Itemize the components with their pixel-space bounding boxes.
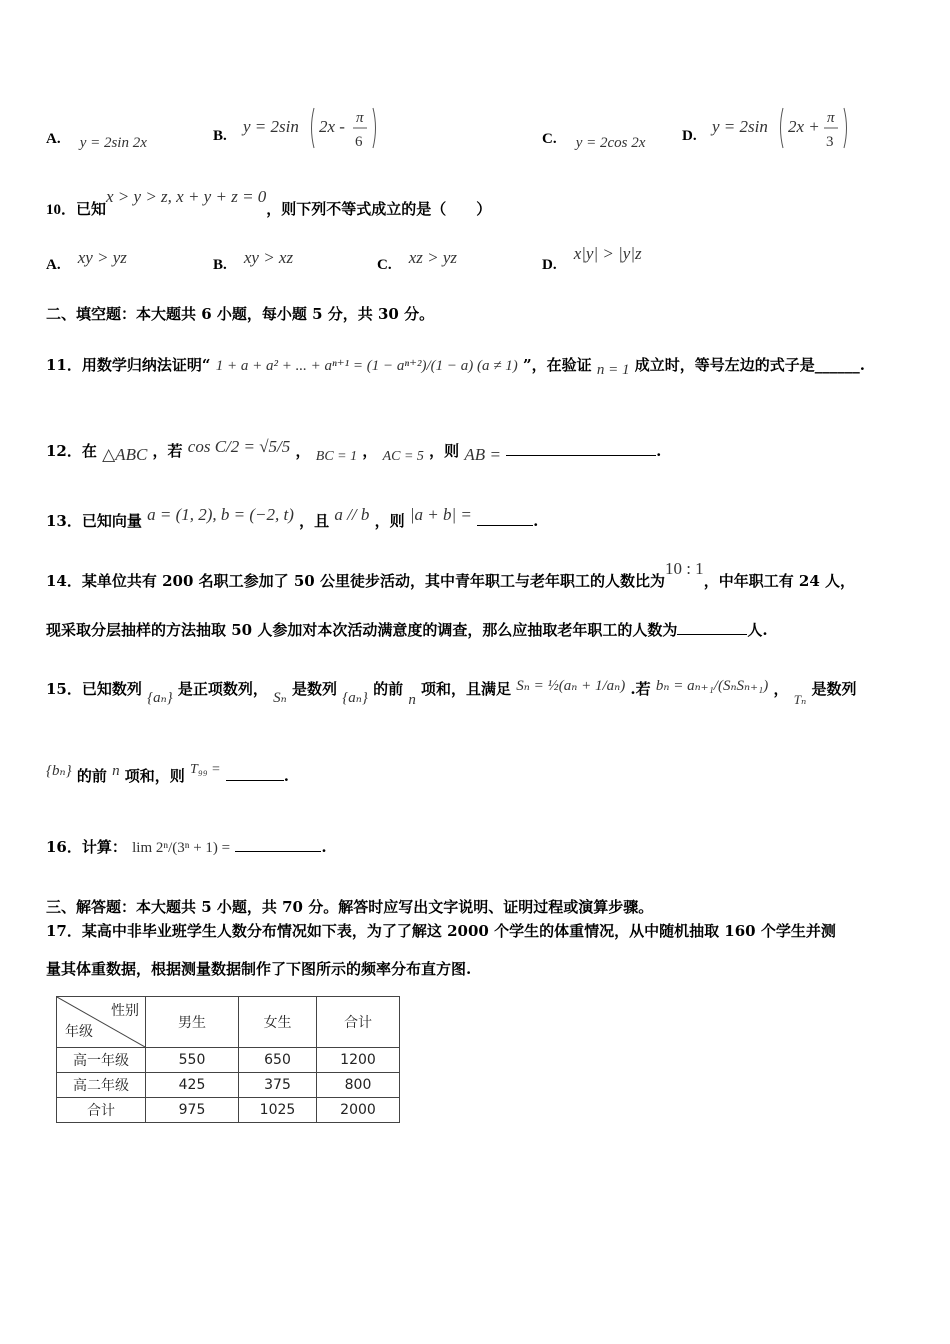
table-row-label: 高二年级: [57, 1073, 146, 1098]
table-row-label: 合计: [57, 1098, 146, 1123]
svg-text:y = 2sin: y = 2sin: [712, 117, 768, 136]
svg-text:2x +: 2x +: [788, 117, 820, 136]
table-row-label: 高一年级: [57, 1048, 146, 1073]
table-header-cell: 女生: [239, 997, 317, 1048]
corner-top-label: 性别: [111, 1003, 139, 1019]
q13: 13．已知向量 a = (1, 2), b = (−2, t) ，且 a // b ，则 |a + b| = .: [46, 505, 539, 530]
table-row: [57, 1098, 400, 1123]
student-distribution-table: [56, 996, 400, 1123]
table-header-row: [57, 997, 400, 1048]
q9-option-a: A. y = 2sin 2x: [46, 131, 147, 151]
section-3-heading: 三、解答题：本大题共 5 小题，共 70 分。解答时应写出文字说明、证明过程或演算步骤。: [46, 898, 654, 916]
table-cell: 550: [146, 1048, 239, 1073]
table-cell: 975: [146, 1098, 239, 1123]
table-cell: 425: [146, 1073, 239, 1098]
table-row: [57, 1073, 400, 1098]
svg-text:y = 2sin: y = 2sin: [243, 117, 299, 136]
q14-line2: 现采取分层抽样的方法抽取 50 人参加对本次活动满意度的调查，那么应抽取老年职工的人数为 人.: [46, 621, 768, 639]
table-cell: 800: [317, 1073, 400, 1098]
q15-line1: 15．已知数列 {aₙ} 是正项数列， Sₙ 是数列 {aₙ} 的前 n 项和，且满足 Sₙ = ½(aₙ + 1/aₙ) .若 bₙ = aₙ₊₁/(SₙSₙ₊₁) ， Tₙ 是数列: [46, 678, 857, 708]
q10-option-c: C. xz > yz: [377, 248, 457, 273]
table-cell: 2000: [317, 1098, 400, 1123]
svg-text:π: π: [356, 110, 364, 126]
table-cell: 650: [239, 1048, 317, 1073]
table-cell: 1200: [317, 1048, 400, 1073]
table-cell: 1025: [239, 1098, 317, 1123]
svg-text:3: 3: [826, 134, 834, 150]
svg-text:π: π: [827, 110, 835, 126]
q9-option-c: C. y = 2cos 2x: [542, 131, 646, 151]
q15-line2: {bₙ} 的前 n 项和，则 T₉₉ = .: [46, 762, 289, 785]
q10-stem: 10．已知x > y > z, x + y + z = 0，则下列不等式成立的是（ ）: [46, 187, 492, 218]
section-2-heading: 二、填空题：本大题共 6 小题，每小题 5 分，共 30 分。: [46, 305, 435, 323]
q9-option-d-formula: [708, 104, 888, 154]
q10-option-b: B. xy > xz: [213, 248, 294, 273]
q10-option-a: A. xy > yz: [46, 248, 127, 273]
table-header-cell: 男生: [146, 997, 239, 1048]
q17-line1: 17．某高中非毕业班学生人数分布情况如下表，为了了解这 2000 个学生的体重情况，从中随机抽取 160 个学生并测: [46, 922, 836, 940]
table-corner-cell: [57, 997, 146, 1048]
q12: 12．在 △ABC ，若 cos C/2 = √5/5 ， BC = 1 ， AC = 5 ，则 AB = .: [46, 437, 662, 464]
svg-text:2x -: 2x -: [319, 117, 345, 136]
q16: 16．计算： lim 2ⁿ/(3ⁿ + 1) = .: [46, 838, 327, 856]
q14-line1: 14．某单位共有 200 名职工参加了 50 公里徒步活动，其中青年职工与老年职工的人数比为10 : 1，中年职工有 24 人，: [46, 559, 856, 590]
q9-option-b-formula: [239, 104, 389, 154]
table-row: [57, 1048, 400, 1073]
q11: 11．用数学归纳法证明“ 1 + a + a² + ... + aⁿ⁺¹ = (1 − aⁿ⁺²)/(1 − a) (a ≠ 1) ”，在验证 n = 1 成立时，等号左边的式子是______.: [46, 356, 865, 378]
q10-option-d: D. x|y| > |y|z: [542, 244, 642, 273]
table-cell: 375: [239, 1073, 317, 1098]
q17-line2: 量其体重数据，根据测量数据制作了下图所示的频率分布直方图.: [46, 960, 472, 978]
corner-bottom-label: 年级: [65, 1024, 93, 1040]
table-header-cell: 合计: [317, 997, 400, 1048]
svg-text:6: 6: [355, 134, 363, 150]
